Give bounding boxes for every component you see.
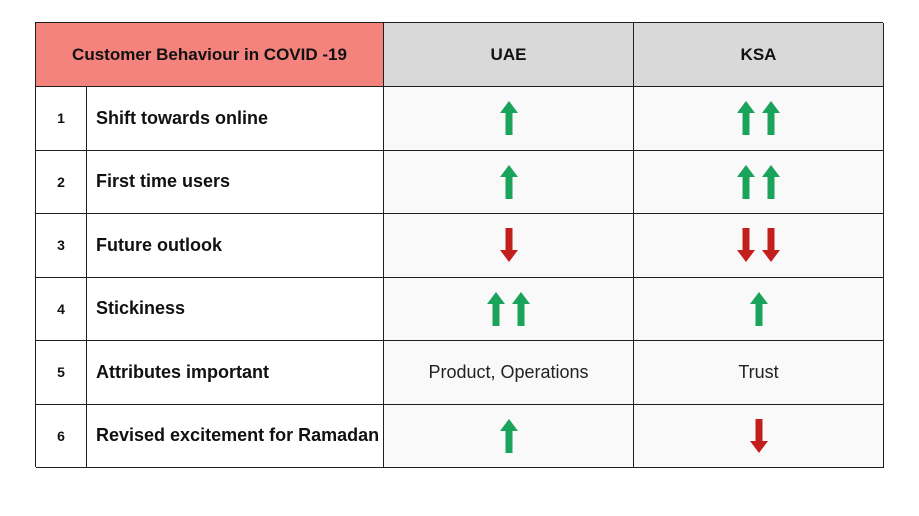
cell-ksa — [634, 278, 884, 342]
arrow-group — [750, 419, 768, 453]
arrow-group — [500, 165, 518, 199]
row-number: 1 — [36, 87, 87, 151]
arrow-down-icon — [500, 228, 518, 262]
cell-ksa — [634, 341, 884, 405]
arrow-up-icon — [500, 101, 518, 135]
cell-ksa — [634, 151, 884, 215]
arrow-group — [500, 419, 518, 453]
row-label: Revised excitement for Ramadan — [87, 405, 384, 469]
arrow-down-icon — [750, 419, 768, 453]
arrow-group — [500, 101, 518, 135]
cell-uae — [384, 214, 634, 278]
arrow-up-icon — [762, 165, 780, 199]
table-title: Customer Behaviour in COVID -19 — [36, 23, 384, 87]
cell-text: Product, Operations — [428, 361, 589, 382]
arrow-group — [487, 292, 530, 326]
row-label: Stickiness — [87, 278, 384, 342]
row-number: 4 — [36, 278, 87, 342]
cell-ksa — [634, 87, 884, 151]
arrow-group — [737, 228, 780, 262]
arrow-up-icon — [512, 292, 530, 326]
cell-uae — [384, 405, 634, 469]
arrow-up-icon — [737, 101, 755, 135]
column-header-uae: UAE — [384, 23, 634, 87]
arrow-group — [737, 101, 780, 135]
row-label: First time users — [87, 151, 384, 215]
arrow-up-icon — [487, 292, 505, 326]
row-number: 3 — [36, 214, 87, 278]
row-label: Future outlook — [87, 214, 384, 278]
row-number: 5 — [36, 341, 87, 405]
cell-uae — [384, 151, 634, 215]
column-header-ksa: KSA — [634, 23, 884, 87]
arrow-up-icon — [762, 101, 780, 135]
arrow-up-icon — [500, 165, 518, 199]
row-label: Attributes important — [87, 341, 384, 405]
cell-ksa — [634, 214, 884, 278]
covid-behaviour-table — [35, 22, 883, 467]
arrow-group — [737, 165, 780, 199]
cell-uae — [384, 341, 634, 405]
cell-uae — [384, 278, 634, 342]
cell-uae — [384, 87, 634, 151]
arrow-up-icon — [500, 419, 518, 453]
row-label: Shift towards online — [87, 87, 384, 151]
row-number: 6 — [36, 405, 87, 469]
cell-ksa — [634, 405, 884, 469]
arrow-up-icon — [737, 165, 755, 199]
arrow-down-icon — [762, 228, 780, 262]
arrow-group — [500, 228, 518, 262]
cell-text: Trust — [738, 361, 779, 382]
row-number: 2 — [36, 151, 87, 215]
arrow-up-icon — [750, 292, 768, 326]
arrow-down-icon — [737, 228, 755, 262]
arrow-group — [750, 292, 768, 326]
